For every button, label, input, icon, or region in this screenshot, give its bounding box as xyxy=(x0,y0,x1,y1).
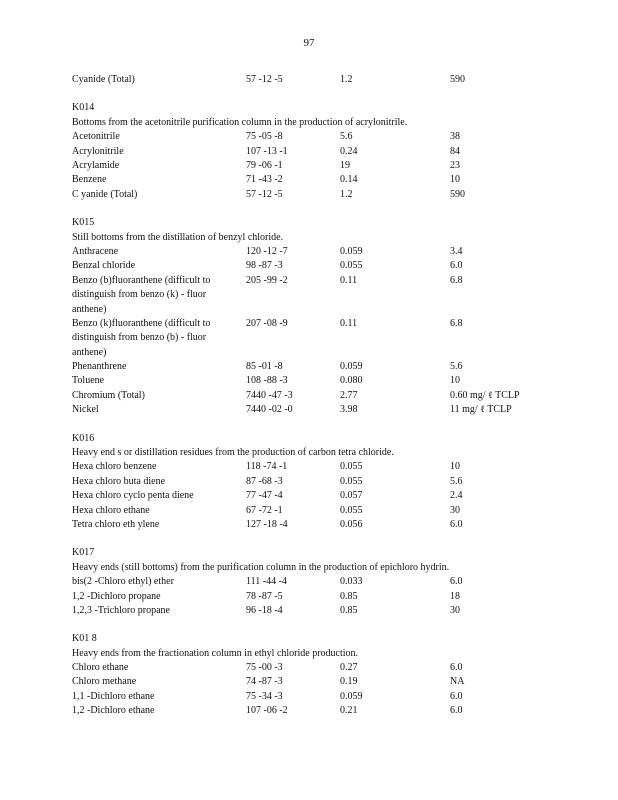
cas-number: 71 -43 -2 xyxy=(246,174,283,186)
table-row xyxy=(72,317,552,360)
nonwastewater-standard: 6.0 xyxy=(450,260,463,272)
cas-number: 107 -13 -1 xyxy=(246,145,288,157)
constituent-name: Hexa chloro buta diene xyxy=(72,475,166,487)
wastewater-concentration: 0.055 xyxy=(340,461,363,473)
constituent-name: Benzo (b)fluoranthene (difficult to distinguish from benzo (k) - fluor anthene) xyxy=(72,274,211,315)
waste-code-section xyxy=(72,101,552,202)
table-row xyxy=(72,460,552,474)
nonwastewater-standard: NA xyxy=(450,676,465,688)
wastewater-concentration: 0.85 xyxy=(340,604,358,616)
constituent-name: 1,2,3 -Trichloro propane xyxy=(72,604,170,616)
waste-description: Bottoms from the acetonitrile purification column in the production of acrylonitrile. xyxy=(72,116,408,128)
nonwastewater-standard: 5.6 xyxy=(450,361,463,373)
wastewater-concentration: 0.056 xyxy=(340,518,363,530)
table-row xyxy=(72,73,552,87)
wastewater-concentration: 0.080 xyxy=(340,375,363,387)
cas-number: 96 -18 -4 xyxy=(246,604,283,616)
wastewater-concentration: 1.2 xyxy=(340,74,353,85)
cas-number: 108 -88 -3 xyxy=(246,375,288,387)
constituent-name: Acrylamide xyxy=(72,159,120,171)
wastewater-concentration: 0.11 xyxy=(340,317,358,329)
constituent-name: Acetonitrile xyxy=(72,131,120,143)
table-row xyxy=(72,675,552,689)
cas-number: 7440 -02 -0 xyxy=(246,404,293,416)
table-row xyxy=(72,690,552,704)
table-row xyxy=(72,245,552,259)
waste-sections xyxy=(72,101,552,718)
constituent-name: 1,1 -Dichloro ethane xyxy=(72,690,155,702)
nonwastewater-standard: 18 xyxy=(450,590,460,602)
waste-code: K016 xyxy=(72,432,95,444)
nonwastewater-standard: 2.4 xyxy=(450,490,463,502)
cas-number: 111 -44 -4 xyxy=(246,576,287,588)
constituent-name: 1,2 -Dichloro ethane xyxy=(72,705,155,717)
waste-code: K017 xyxy=(72,547,95,559)
table-row xyxy=(72,159,552,173)
cas-number: 207 -08 -9 xyxy=(246,317,288,329)
wastewater-concentration: 0.11 xyxy=(340,274,358,286)
constituent-name: Toluene xyxy=(72,375,105,387)
waste-table xyxy=(72,73,552,719)
cas-number: 75 -00 -3 xyxy=(246,662,283,674)
constituent-name: C yanide (Total) xyxy=(72,188,138,200)
waste-code-section xyxy=(72,216,552,418)
table-row xyxy=(72,704,552,718)
table-row xyxy=(72,259,552,273)
cas-number: 205 -99 -2 xyxy=(246,274,288,286)
nonwastewater-standard: 590 xyxy=(450,188,465,200)
cas-number: 85 -01 -8 xyxy=(246,361,283,373)
wastewater-concentration: 0.059 xyxy=(340,245,363,257)
constituent-name: Hexa chloro ethane xyxy=(72,504,150,516)
table-row xyxy=(72,374,552,388)
nonwastewater-standard: 6.0 xyxy=(450,705,463,717)
wastewater-concentration: 0.033 xyxy=(340,576,363,588)
constituent-name: Benzal chloride xyxy=(72,260,136,272)
nonwastewater-standard: 38 xyxy=(450,131,460,143)
nonwastewater-standard: 6.0 xyxy=(450,576,463,588)
wastewater-concentration: 0.055 xyxy=(340,260,363,272)
cas-number: 57 -12 -5 xyxy=(246,188,283,200)
constituent-name: Nickel xyxy=(72,404,99,416)
constituent-name: Acrylonitrile xyxy=(72,145,124,157)
waste-code: K015 xyxy=(72,217,95,229)
nonwastewater-standard: 590 xyxy=(450,74,465,85)
constituent-name: Benzene xyxy=(72,174,107,186)
constituent-name: Cyanide (Total) xyxy=(72,74,135,85)
constituent-name: Hexa chloro cyclo penta diene xyxy=(72,490,194,502)
table-row xyxy=(72,130,552,144)
constituent-name: Benzo (k)fluoranthene (difficult to distinguish from benzo (b) - fluor anthene) xyxy=(72,317,211,358)
nonwastewater-standard: 11 mg/ ℓ TCLP xyxy=(450,404,512,416)
table-row xyxy=(72,604,552,618)
cas-number: 57 -12 -5 xyxy=(246,74,283,85)
waste-description: Heavy ends from the fractionation column in ethyl chloride production. xyxy=(72,647,359,659)
table-row xyxy=(72,188,552,202)
nonwastewater-standard: 30 xyxy=(450,604,460,616)
waste-description: Heavy ends (still bottoms) from the purification column in the production of epichloro hydrin. xyxy=(72,561,450,573)
table-row xyxy=(72,661,552,675)
cas-number: 127 -18 -4 xyxy=(246,518,288,530)
nonwastewater-standard: 6.8 xyxy=(450,274,463,286)
constituent-name: Phenanthrene xyxy=(72,361,127,373)
wastewater-concentration: 0.055 xyxy=(340,475,363,487)
nonwastewater-standard: 6.0 xyxy=(450,518,463,530)
wastewater-concentration: 0.27 xyxy=(340,662,358,674)
table-row xyxy=(72,504,552,518)
wastewater-concentration: 0.057 xyxy=(340,490,363,502)
table-row xyxy=(72,360,552,374)
wastewater-concentration: 2.77 xyxy=(340,389,358,401)
constituent-name: Anthracene xyxy=(72,245,119,257)
table-row xyxy=(72,389,552,403)
cas-number: 67 -72 -1 xyxy=(246,504,283,516)
cas-number: 120 -12 -7 xyxy=(246,245,288,257)
table-row xyxy=(72,575,552,589)
waste-code-section xyxy=(72,432,552,533)
nonwastewater-standard: 5.6 xyxy=(450,475,463,487)
wastewater-concentration: 0.85 xyxy=(340,590,358,602)
nonwastewater-standard: 6.0 xyxy=(450,662,463,674)
nonwastewater-standard: 10 xyxy=(450,461,460,473)
waste-code-section xyxy=(72,632,552,718)
table-row xyxy=(72,590,552,604)
wastewater-concentration: 0.059 xyxy=(340,690,363,702)
waste-code-section xyxy=(72,546,552,618)
waste-description: Heavy end s or distillation residues from the production of carbon tetra chloride. xyxy=(72,447,394,459)
constituent-name: Chromium (Total) xyxy=(72,389,145,401)
waste-description: Still bottoms from the distillation of benzyl chloride. xyxy=(72,231,284,243)
cas-number: 77 -47 -4 xyxy=(246,490,283,502)
cas-number: 87 -68 -3 xyxy=(246,475,283,487)
page-number: 97 xyxy=(303,37,315,49)
table-row xyxy=(72,489,552,503)
cas-number: 107 -06 -2 xyxy=(246,705,288,717)
wastewater-concentration: 5.6 xyxy=(340,131,353,143)
table-row xyxy=(72,145,552,159)
nonwastewater-standard: 0.60 mg/ ℓ TCLP xyxy=(450,389,520,401)
waste-code: K01 8 xyxy=(72,633,97,645)
cas-number: 118 -74 -1 xyxy=(246,461,288,473)
nonwastewater-standard: 30 xyxy=(450,504,460,516)
wastewater-concentration: 19 xyxy=(340,159,350,171)
nonwastewater-standard: 6.8 xyxy=(450,317,463,329)
cas-number: 74 -87 -3 xyxy=(246,676,283,688)
cas-number: 79 -06 -1 xyxy=(246,159,283,171)
nonwastewater-standard: 3.4 xyxy=(450,245,463,257)
cas-number: 7440 -47 -3 xyxy=(246,389,293,401)
wastewater-concentration: 0.21 xyxy=(340,705,358,717)
constituent-name: 1,2 -Dichloro propane xyxy=(72,590,161,602)
cas-number: 98 -87 -3 xyxy=(246,260,283,272)
nonwastewater-standard: 10 xyxy=(450,174,460,186)
nonwastewater-standard: 6.0 xyxy=(450,690,463,702)
intro-rows xyxy=(72,73,552,87)
waste-code: K014 xyxy=(72,102,95,114)
table-row xyxy=(72,518,552,532)
cas-number: 75 -05 -8 xyxy=(246,131,283,143)
wastewater-concentration: 0.14 xyxy=(340,174,358,186)
wastewater-concentration: 3.98 xyxy=(340,404,358,416)
cas-number: 75 -34 -3 xyxy=(246,690,283,702)
constituent-name: bis(2 -Chloro ethyl) ether xyxy=(72,576,174,588)
nonwastewater-standard: 84 xyxy=(450,145,460,157)
constituent-name: Chloro ethane xyxy=(72,662,129,674)
wastewater-concentration: 0.24 xyxy=(340,145,358,157)
table-row xyxy=(72,475,552,489)
nonwastewater-standard: 10 xyxy=(450,375,460,387)
constituent-name: Hexa chloro benzene xyxy=(72,461,157,473)
wastewater-concentration: 0.19 xyxy=(340,676,358,688)
table-row xyxy=(72,403,552,417)
constituent-name: Tetra chloro eth ylene xyxy=(72,518,160,530)
table-row xyxy=(72,173,552,187)
wastewater-concentration: 1.2 xyxy=(340,188,353,200)
table-row xyxy=(72,274,552,317)
wastewater-concentration: 0.059 xyxy=(340,361,363,373)
nonwastewater-standard: 23 xyxy=(450,159,460,171)
wastewater-concentration: 0.055 xyxy=(340,504,363,516)
constituent-name: Chloro methane xyxy=(72,676,137,688)
cas-number: 78 -87 -5 xyxy=(246,590,283,602)
